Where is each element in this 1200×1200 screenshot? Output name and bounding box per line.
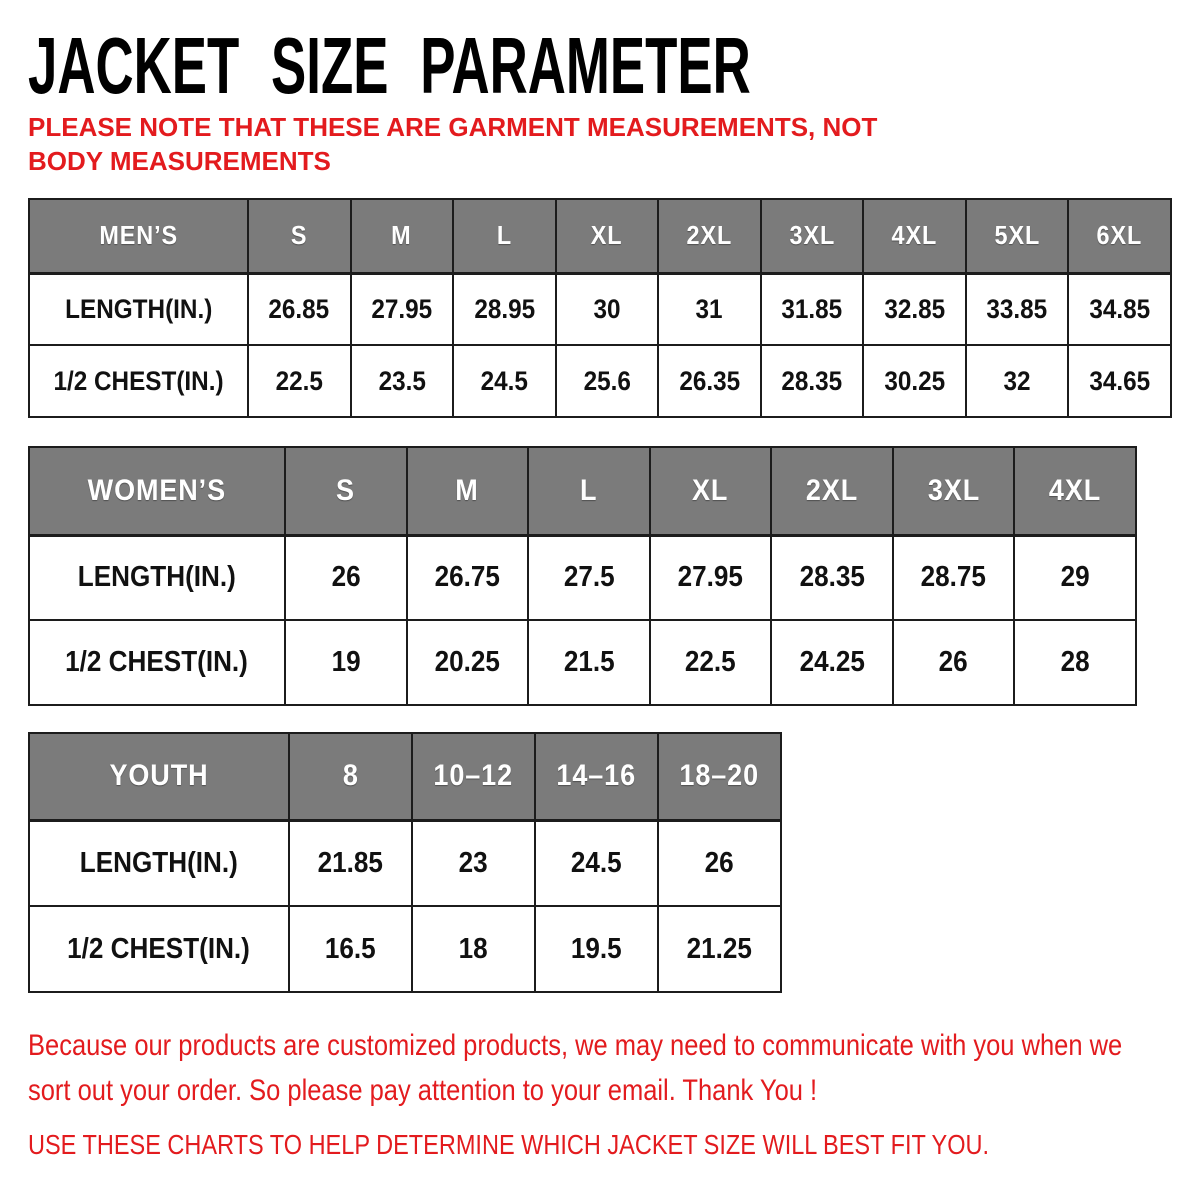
youth-value-cell [289,906,412,992]
mens-value-cell [1068,273,1171,345]
header-label: M [455,473,480,507]
measurement-value: 33.85 [986,293,1048,324]
measurement-value: 22.5 [275,365,323,396]
measurement-value: 32 [1003,365,1031,396]
mens-size-header-cell [351,199,454,273]
header-label: 2XL [805,473,859,507]
mens-row-label-cell [29,345,248,417]
mens-value-cell [658,273,761,345]
mens-value-cell [556,273,659,345]
header-label: M [391,220,413,251]
mens-value-cell [556,345,659,417]
youth-value-cell [535,820,658,906]
measurement-value: 24.5 [571,846,622,879]
mens-size-header-cell [863,199,966,273]
header-label: 4XL [891,220,938,251]
youth-value-cell [412,906,535,992]
mens-value-cell [761,345,864,417]
header-label: S [291,220,308,251]
measurement-value: 34.65 [1089,365,1151,396]
mens-size-header-cell [966,199,1069,273]
measurement-value: 24.5 [480,365,529,396]
measurement-value: 21.85 [317,846,384,879]
measurement-value: 21.25 [686,932,753,965]
header-label: XL [591,220,623,251]
measurement-value: 23 [458,846,489,879]
table-row [29,345,1171,417]
measurement-value: 29 [1060,561,1090,594]
youth-table-title-cell [29,733,289,820]
header-label: YOUTH [109,759,209,793]
youth-size-table [28,732,782,993]
measurement-value: 21.5 [563,646,615,678]
measurement-value: 30 [593,293,621,324]
womens-size-header-cell [528,447,650,535]
mens-size-header-cell [248,199,351,273]
header-label: 10–12 [433,759,514,793]
measurement-value: 26 [331,561,361,594]
header-label: L [496,220,512,251]
measurement-value: 34.85 [1089,293,1151,324]
measurement-value: 16.5 [325,932,376,965]
table-row [29,620,1136,705]
youth-value-cell [658,906,781,992]
row-label: LENGTH(IN.) [77,561,237,594]
row-label: 1/2 CHEST(IN.) [65,646,249,678]
measurement-value: 28 [1060,646,1090,678]
header-label: 5XL [994,220,1040,251]
header-label: 3XL [789,220,835,251]
page-title: JACKET SIZE PARAMETER [28,21,751,110]
mens-size-table [28,198,1172,418]
table-row [29,906,781,992]
womens-value-cell [1014,620,1136,705]
youth-size-header-cell [535,733,658,820]
womens-value-cell [528,535,650,620]
mens-value-cell [453,273,556,345]
youth-value-cell [412,820,535,906]
mens-table-title-cell [29,199,248,273]
header-label: 3XL [927,473,980,507]
measurement-value: 22.5 [685,646,736,678]
header-label: L [580,473,598,507]
mens-size-header-cell [453,199,556,273]
mens-value-cell [863,345,966,417]
youth-row-label-cell [29,906,289,992]
womens-value-cell [771,535,893,620]
womens-size-header-cell [407,447,529,535]
measurement-value: 30.25 [884,365,945,396]
womens-size-header-cell [1014,447,1136,535]
mens-row-label-cell [29,273,248,345]
youth-row-label-cell [29,820,289,906]
mens-value-cell [351,345,454,417]
use-charts-note: USE THESE CHARTS TO HELP DETERMINE WHICH JACKET SIZE WILL BEST FIT YOU. [28,1129,990,1160]
womens-size-header-cell [650,447,772,535]
mens-value-cell [248,345,351,417]
youth-value-cell [658,820,781,906]
table-row [29,273,1171,345]
womens-value-cell [285,535,407,620]
garment-measurements-note: PLEASE NOTE THAT THESE ARE GARMENT MEASUREMENTS, NOT BODY MEASUREMENTS [28,112,878,176]
womens-value-cell [650,535,772,620]
measurement-value: 19 [331,646,361,678]
mens-value-cell [453,345,556,417]
measurement-value: 28.35 [799,561,865,594]
womens-value-cell [285,620,407,705]
measurement-value: 25.6 [583,365,631,396]
womens-row-label-cell [29,535,285,620]
youth-size-header-cell [412,733,535,820]
mens-value-cell [248,273,351,345]
measurement-value: 28.35 [781,365,843,396]
womens-header-row [29,447,1136,535]
womens-value-cell [893,620,1015,705]
measurement-value: 20.25 [434,646,500,678]
measurement-value: 31 [695,293,723,324]
header-label: MEN’S [99,220,178,251]
womens-value-cell [893,535,1015,620]
mens-size-header-cell [761,199,864,273]
row-label: 1/2 CHEST(IN.) [67,932,251,965]
measurement-value: 26.35 [679,365,740,396]
mens-header-row [29,199,1171,273]
measurement-value: 26 [704,846,735,879]
womens-value-cell [650,620,772,705]
womens-size-header-cell [893,447,1015,535]
table-row [29,535,1136,620]
mens-size-header-cell [556,199,659,273]
measurement-value: 28.95 [473,293,535,324]
header-label: 14–16 [556,759,637,793]
row-label: 1/2 CHEST(IN.) [53,365,224,396]
header-label: WOMEN’S [87,473,227,507]
womens-value-cell [528,620,650,705]
measurement-value: 27.95 [677,561,744,594]
youth-header-row [29,733,781,820]
table-row [29,820,781,906]
header-label: XL [692,473,729,507]
mens-value-cell [761,273,864,345]
customized-products-note: Because our products are customized products, we may need to communicate with you when we sort out your order. So please pay attention to your email. Thank You ! [28,1029,1123,1107]
mens-value-cell [351,273,454,345]
womens-value-cell [407,535,529,620]
womens-value-cell [1014,535,1136,620]
measurement-value: 27.95 [371,293,433,324]
mens-value-cell [966,273,1069,345]
measurement-value: 23.5 [378,365,426,396]
row-label: LENGTH(IN.) [79,846,239,879]
header-label: 4XL [1049,473,1102,507]
womens-value-cell [407,620,529,705]
header-label: 8 [342,759,359,793]
measurement-value: 26.85 [268,293,330,324]
measurement-value: 18 [458,932,489,965]
womens-value-cell [771,620,893,705]
womens-table-title-cell [29,447,285,535]
womens-size-header-cell [285,447,407,535]
mens-value-cell [966,345,1069,417]
youth-value-cell [535,906,658,992]
header-label: 18–20 [679,759,760,793]
measurement-value: 31.85 [781,293,843,324]
womens-size-header-cell [771,447,893,535]
womens-row-label-cell [29,620,285,705]
mens-value-cell [658,345,761,417]
header-label: 2XL [686,220,733,251]
womens-size-table [28,446,1137,706]
mens-value-cell [1068,345,1171,417]
measurement-value: 32.85 [884,293,945,324]
youth-size-header-cell [289,733,412,820]
mens-value-cell [863,273,966,345]
mens-size-header-cell [658,199,761,273]
youth-value-cell [289,820,412,906]
measurement-value: 26.75 [434,561,500,594]
size-tables-container [28,198,1200,993]
measurement-value: 28.75 [920,561,987,594]
measurement-value: 24.25 [799,646,865,678]
header-label: S [336,473,356,507]
header-label: 6XL [1096,220,1143,251]
measurement-value: 27.5 [563,561,615,594]
youth-size-header-cell [658,733,781,820]
measurement-value: 19.5 [571,932,622,965]
mens-size-header-cell [1068,199,1171,273]
measurement-value: 26 [939,646,969,678]
row-label: LENGTH(IN.) [64,293,213,324]
